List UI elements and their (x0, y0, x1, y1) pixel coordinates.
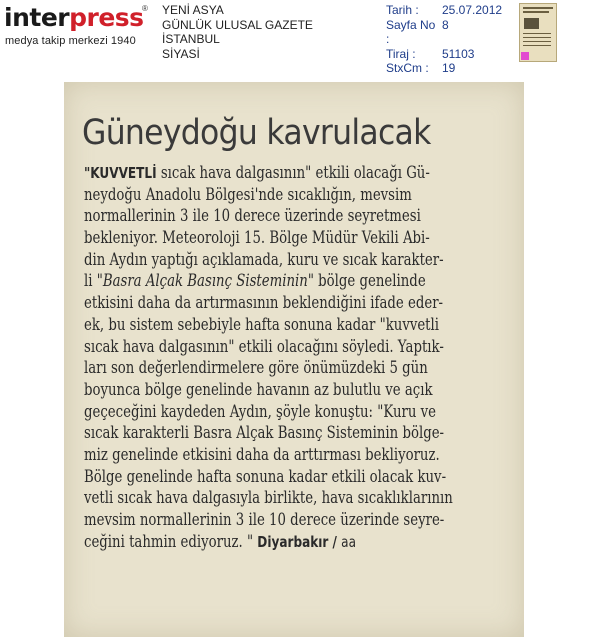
body-line: Bölge genelinde hafta sonuna kadar etkili olacak kuv- (84, 466, 447, 486)
body-line: bekleniyor. Meteoroloji 15. Bölge Müdür Vekili Abi- (84, 228, 430, 248)
body-line: etkisini daha da artırmasının beklendiğini ifade eder- (84, 293, 444, 313)
body-line: mevsim normallerinin 3 ile 10 derece üzerinde seyre- (84, 510, 445, 529)
circulation-row: Tiraj : 51103 (386, 46, 475, 61)
registered-mark: ® (142, 4, 148, 13)
publication-info (162, 3, 313, 61)
news-clipping (64, 82, 524, 637)
clipping-metadata (386, 3, 502, 76)
newspaper-name: YENİ ASYA (162, 3, 224, 17)
newspaper-city: İSTANBUL (162, 32, 220, 46)
body-line: sıcak karakterli Basra Alçak Basınç Sisteminin bölge- (84, 423, 445, 443)
thumb-photo (524, 18, 539, 29)
thumb-line (523, 41, 551, 42)
size-row: StxCm : 19 (386, 61, 456, 75)
newspaper-type: GÜNLÜK ULUSAL GAZETE (162, 17, 313, 32)
thumb-line (523, 33, 551, 34)
body-line: normallerinin 3 ile 10 derece üzerinde seyretmesi (84, 206, 421, 226)
date-row: Tarih : 25.07.2012 (386, 3, 503, 17)
article-signature: Diyarbakır / (257, 532, 342, 551)
body-line: "KUVVETLİ sıcak hava dalgasının" etkili olacağı Gü- (84, 163, 430, 182)
thumb-position-marker (521, 52, 529, 60)
page-row: Sayfa No : 8 (386, 17, 449, 46)
thumb-line (523, 45, 551, 46)
body-line: ları son değerlendirmelere göre önümüzdeki 5 gün (84, 358, 428, 378)
body-line: sıcak hava dalgasının" etkili olacağını söyledi. Yaptık- (84, 336, 444, 356)
body-line: miz genelinde etkisini daha da arttırması bekliyoruz. (84, 444, 440, 464)
body-line: neydoğu Anadolu Bölgesi'nde sıcaklığın, mevsim (84, 184, 412, 204)
thumb-line (523, 37, 551, 38)
body-line: li "Basra Alçak Basınç Sisteminin" bölge genelinde (84, 271, 426, 291)
body-line: ceğini tahmin ediyoruz. " Diyarbakır / aa (84, 531, 356, 551)
body-line: ek, bu sistem sebebiyle hafta sonuna kadar "kuvvetli (84, 314, 440, 334)
thumb-line (523, 11, 549, 13)
body-line: din Aydın yaptığı açıklamada, kuru ve sıcak karakter- (84, 249, 444, 269)
body-line: boyunca bölge genelinde havanın az bulutlu ve açık (84, 379, 433, 399)
thumb-line (523, 7, 553, 9)
newspaper-category: SİYASİ (162, 46, 200, 61)
news-agency: aa (341, 532, 356, 551)
lead-word: "KUVVETLİ (84, 164, 157, 182)
article-headline: Güneydoğu kavrulacak (82, 113, 431, 153)
article-body (84, 162, 503, 552)
logo-wordmark: interpress (4, 3, 144, 32)
interpress-logo (4, 3, 149, 49)
italic-quote: "Basra Alçak Basınç Sisteminin" (96, 271, 314, 291)
page-thumbnail[interactable] (519, 3, 557, 62)
body-line: geçeceğini kaydeden Aydın, şöyle konuştu: "Kuru ve (84, 401, 437, 421)
logo-tagline: medya takip merkezi 1940 (5, 35, 136, 47)
body-line: vetli sıcak hava dalgasıyla birlikte, hava sıcaklıklarının (84, 488, 453, 508)
